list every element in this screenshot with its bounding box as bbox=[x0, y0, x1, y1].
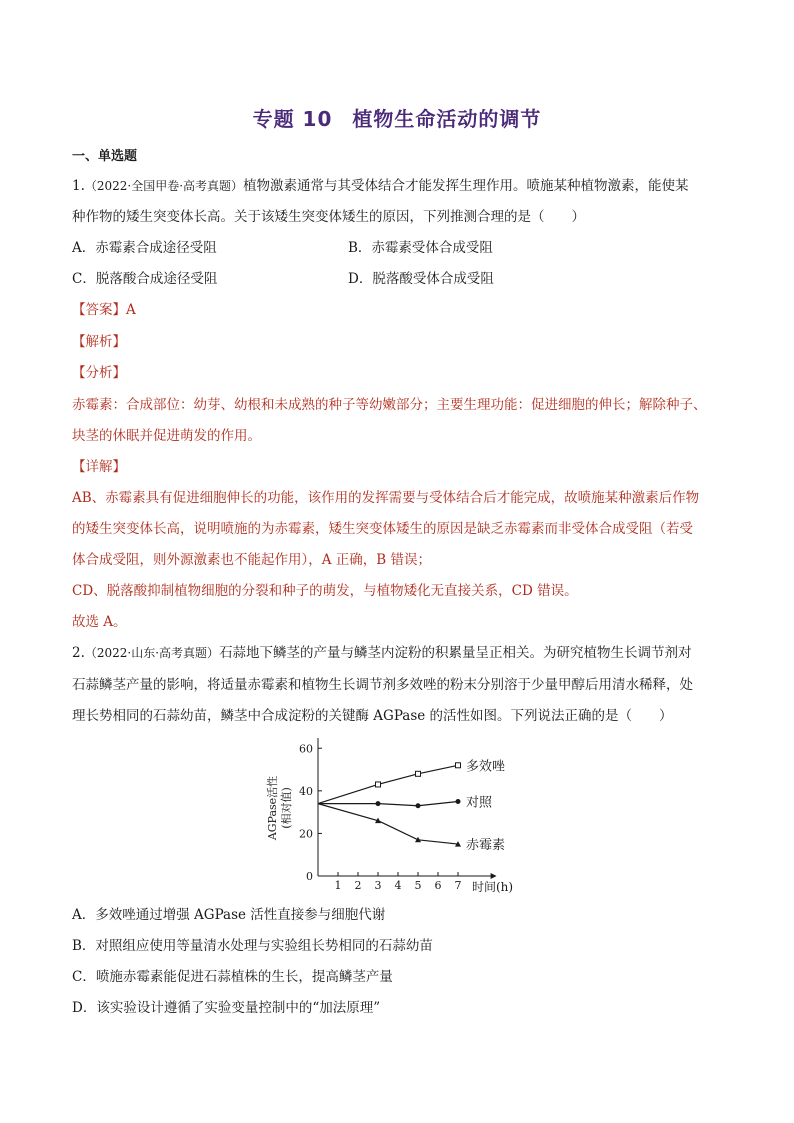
q2-option-c: C．喷施赤霉素能促进石蒜植株的生长，提高鳞茎产量 bbox=[72, 969, 393, 985]
title-topic-number: 专题 10 bbox=[252, 107, 333, 131]
q2-option-d: D．该实验设计遵循了实验变量控制中的“加法原理” bbox=[72, 1000, 381, 1016]
q2-stem-line2: 石蒜鳞茎产量的影响，将适量赤霉素和植物生长调节剂多效唑的粉末分别溶于少量甲醇后用清水稀释，处 bbox=[72, 677, 693, 693]
q1-fenxi-line2: 块茎的休眠并促进萌发的作用。 bbox=[72, 428, 261, 444]
series-label: 多效唑 bbox=[466, 759, 506, 775]
q1-detail-line1: AB、赤霉素具有促进细胞伸长的功能，该作用的发挥需要与受体结合后才能完成，故喷施某种激素后作物 bbox=[72, 490, 700, 506]
data-point bbox=[416, 771, 421, 776]
q1-analysis-heading: 【解析】 bbox=[72, 334, 126, 350]
q1-detail-heading: 【详解】 bbox=[72, 459, 126, 475]
q1-number: 1. bbox=[72, 178, 85, 194]
y-tick-label: 60 bbox=[299, 742, 313, 756]
y-tick-label: 20 bbox=[299, 827, 313, 841]
data-point bbox=[416, 803, 421, 808]
y-tick-label: 40 bbox=[299, 784, 313, 798]
series-label: 赤霉素 bbox=[466, 838, 506, 854]
q1-detail-line2: 的矮生突变体长高，说明喷施的为赤霉素，矮生突变体矮生的原因是缺乏赤霉素而非受体合成受阻（若受 bbox=[72, 521, 693, 537]
q1-source: （2022·全国甲卷·高考真题） bbox=[84, 179, 244, 193]
x-tick-label: 4 bbox=[394, 879, 402, 892]
section-heading: 一、单选题 bbox=[72, 149, 138, 164]
y-tick-label: 0 bbox=[306, 870, 313, 883]
q1-conclusion: 故选 A。 bbox=[72, 614, 127, 630]
series-line bbox=[318, 804, 458, 844]
q1-fenxi-heading: 【分析】 bbox=[72, 365, 126, 381]
data-point bbox=[376, 801, 381, 806]
q1-fenxi-line1: 赤霉素：合成部位：幼芽、幼根和未成熟的种子等幼嫩部分；主要生理功能：促进细胞的伸长；解除种子、 bbox=[72, 397, 707, 413]
q2-number: 2. bbox=[72, 645, 85, 661]
data-point bbox=[376, 782, 381, 787]
page-title bbox=[0, 103, 794, 132]
q1-detail-line4: CD、脱落酸抑制植物细胞的分裂和种子的萌发，与植物矮化无直接关系，CD 错误。 bbox=[72, 583, 578, 599]
data-point bbox=[456, 799, 461, 804]
series-label: 对照 bbox=[466, 795, 493, 811]
q1-option-a: A．赤霉素合成途径受阻 bbox=[72, 240, 217, 256]
q1-option-c: C．脱落酸合成途径受阻 bbox=[72, 271, 218, 287]
series-line bbox=[318, 765, 458, 803]
q1-stem-line1 bbox=[72, 176, 732, 196]
x-tick-label: 5 bbox=[414, 879, 422, 892]
q1-stem-line2: 种作物的矮生突变体长高。关于该矮生突变体矮生的原因，下列推测合理的是（ ） bbox=[72, 209, 585, 225]
data-point bbox=[456, 763, 461, 768]
q1-answer: 【答案】A bbox=[72, 302, 136, 318]
x-axis-label: 时间(h) bbox=[472, 880, 514, 894]
q2-option-b: B．对照组应使用等量清水处理与实验组长势相同的石蒜幼苗 bbox=[72, 938, 433, 954]
q2-stem-line1 bbox=[72, 643, 732, 663]
y-axis-label-unit: (相对值) bbox=[280, 787, 293, 829]
x-tick-label: 3 bbox=[374, 879, 382, 892]
q2-stem-line3: 理长势相同的石蒜幼苗，鳞茎中合成淀粉的关键酶 AGPase 的活性如图。下列说法正确的是（ ） bbox=[72, 708, 673, 724]
x-tick-label: 6 bbox=[434, 879, 442, 892]
series-line bbox=[318, 801, 458, 805]
q1-stem-text1: 植物激素通常与其受体结合才能发挥生理作用。喷施某种植物激素，能使某 bbox=[243, 178, 689, 194]
q2-option-a: A．多效唑通过增强 AGPase 活性直接参与细胞代谢 bbox=[72, 907, 386, 923]
title-topic-name: 植物生命活动的调节 bbox=[352, 107, 542, 131]
y-axis-label: AGPase活性 bbox=[266, 775, 279, 841]
x-tick-label: 7 bbox=[454, 879, 462, 892]
x-tick-label: 2 bbox=[354, 879, 362, 892]
agpase-activity-chart bbox=[262, 736, 532, 896]
x-tick-label: 1 bbox=[334, 879, 342, 892]
q1-detail-line3: 体合成受阻，则外源激素也不能起作用），A 正确，B 错误； bbox=[72, 552, 432, 568]
q1-option-d: D．脱落酸受体合成受阻 bbox=[348, 271, 494, 287]
q2-stem-text1: 石蒜地下鳞茎的产量与鳞茎内淀粉的积累量呈正相关。为研究植物生长调节剂对 bbox=[219, 645, 692, 661]
q2-source: （2022·山东·高考真题） bbox=[84, 646, 220, 660]
q1-option-b: B．赤霉素受体合成受阻 bbox=[348, 240, 493, 256]
